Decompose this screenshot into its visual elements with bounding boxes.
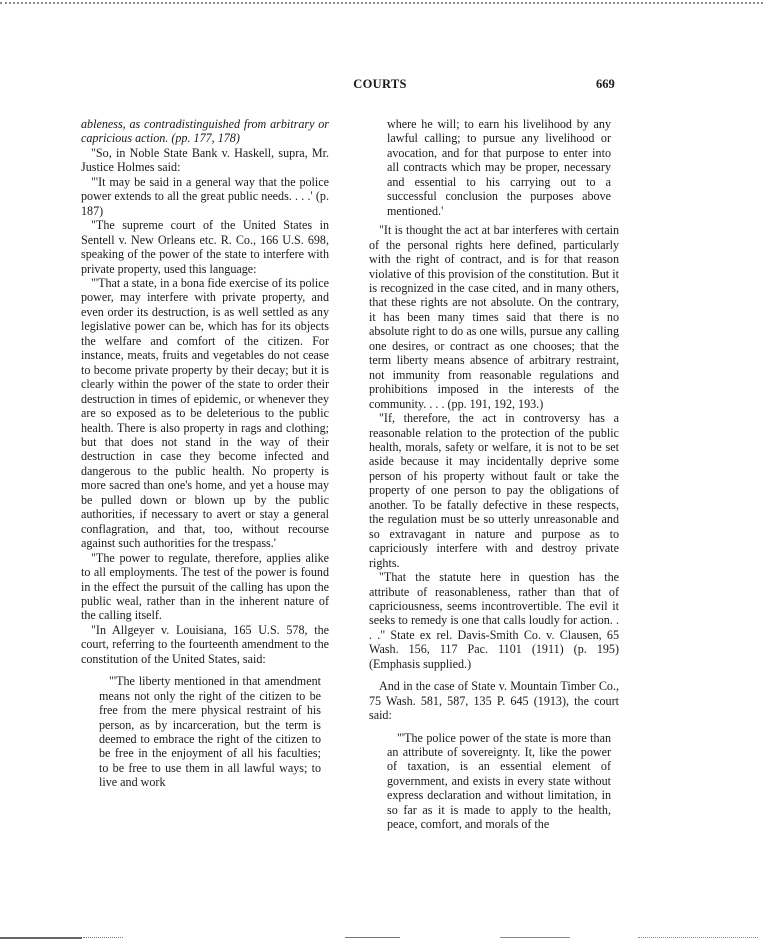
block-quote: "'The police power of the state is more than an attribute of sovereignty. It, like the power of taxation, is an essential element of government, and exists in every state without express declaration and without limitation, in so far as it is made to apply to the health, peace, comfort, and morals of the — [387, 730, 611, 832]
paragraph: "So, in Noble State Bank v. Haskell, supra, Mr. Justice Holmes said: — [81, 145, 329, 175]
bottom-border-rule — [0, 937, 82, 939]
paragraph: "That the statute here in question has the attribute of reasonableness, rather than that of capriciousness, seems incontrovertible. The evil it seeks to remedy is one that calls loudly for action. . . ." State ex rel. Davis-Smith Co. v. Clausen, 65 Wash. 156, 117 Pac. 1101 (1911) (p. 195) (Emphasis supplied.) — [369, 570, 619, 671]
page-number: 669 — [596, 77, 615, 91]
paragraph: "'That a state, in a bona fide exercise of its police power, may interfere with private property, and even order its destruction, is as well settled as any legislative power can be, which has for its objects the welfare and comfort of the citizen. For instance, meats, fruits and vegetables do not cease to become private property by their decay; but it is clearly within the power of the state to order their destruction in times of epidemic, or whenever they are so exposed as to be deleterious to the public health. There is also property in rags and clothing; but that does not stand in the way of their destruction in case they become infected and dangerous to the public health. No property is more sacred than one's home, and yet a house may be pulled down or blown up by the public authorities, if necessary to avert or stay a general conflagration, and that, too, without recourse against such authorities for the trespass.' — [81, 275, 329, 551]
paragraph: "In Allgeyer v. Louisiana, 165 U.S. 578, the court, referring to the fourteenth amendment to the constitution of the United States, said: — [81, 622, 329, 666]
bottom-border-rule — [83, 937, 123, 938]
bottom-border-rule — [345, 937, 400, 938]
paragraph: "'It may be said in a general way that the police power extends to all the great public needs. . . .' (p. 187) — [81, 174, 329, 218]
paragraph: "The supreme court of the United States in Sentell v. New Orleans etc. R. Co., 166 U.S. 698, speaking of the power of the state to interfere with private property, used this language: — [81, 218, 329, 276]
block-quote: "'The liberty mentioned in that amendment means not only the right of the citizen to be free from the mere physical restraint of his person, as by incarceration, but the term is deemed to embrace the right of the citizen to be free in the enjoyment of all his faculties; to be free to use them in all lawful ways; to live and work — [99, 674, 321, 790]
bottom-border-rule — [638, 937, 758, 938]
left-text-column — [81, 117, 329, 790]
top-border-rule — [0, 2, 763, 4]
paragraph: ableness, as contradistinguished from arbitrary or capricious action. (pp. 177, 178) — [81, 117, 329, 146]
paragraph: "The power to regulate, therefore, applies alike to all employments. The test of the power is found in the effect the pursuit of the calling has upon the public weal, rather than in the inherent nature of the calling itself. — [81, 550, 329, 623]
paragraph: "If, therefore, the act in controversy has a reasonable relation to the protection of the public health, morals, safety or welfare, it is not to be set aside because it may incidentally deprive some person of his property without fault or take the property of one person to pay the obligations of another. To be fatally defective in these respects, the regulation must be so utterly unreasonable and so extravagant in nature and purpose as to capriciously interfere with and destroy private rights. — [369, 411, 619, 570]
right-text-column — [369, 117, 619, 832]
paragraph: And in the case of State v. Mountain Timber Co., 75 Wash. 581, 587, 135 P. 645 (1913), the court said: — [369, 679, 619, 723]
block-quote: where he will; to earn his livelihood by any lawful calling; to pursue any livelihood or avocation, and for that purpose to enter into all contracts which may be proper, necessary and essential to his carrying out to a successful conclusion the purposes above mentioned.' — [387, 117, 611, 218]
running-header-title: COURTS — [353, 77, 407, 91]
bottom-border-rule — [500, 937, 570, 938]
paragraph: "It is thought the act at bar interferes with certain of the personal rights here defined, particularly with the right of contract, and is for that reason violative of this provision of the constitution. But it is recognized in the case cited, and in many others, that these rights are not absolute. On the contrary, it has been many times said that there is no absolute right to do as one wills, pursue any calling one desires, or contract as one chooses; that the term liberty means absence of arbitrary restraint, not immunity from reasonable regulations and prohibitions imposed in the interests of the community. . . . (pp. 191, 192, 193.) — [369, 223, 619, 411]
